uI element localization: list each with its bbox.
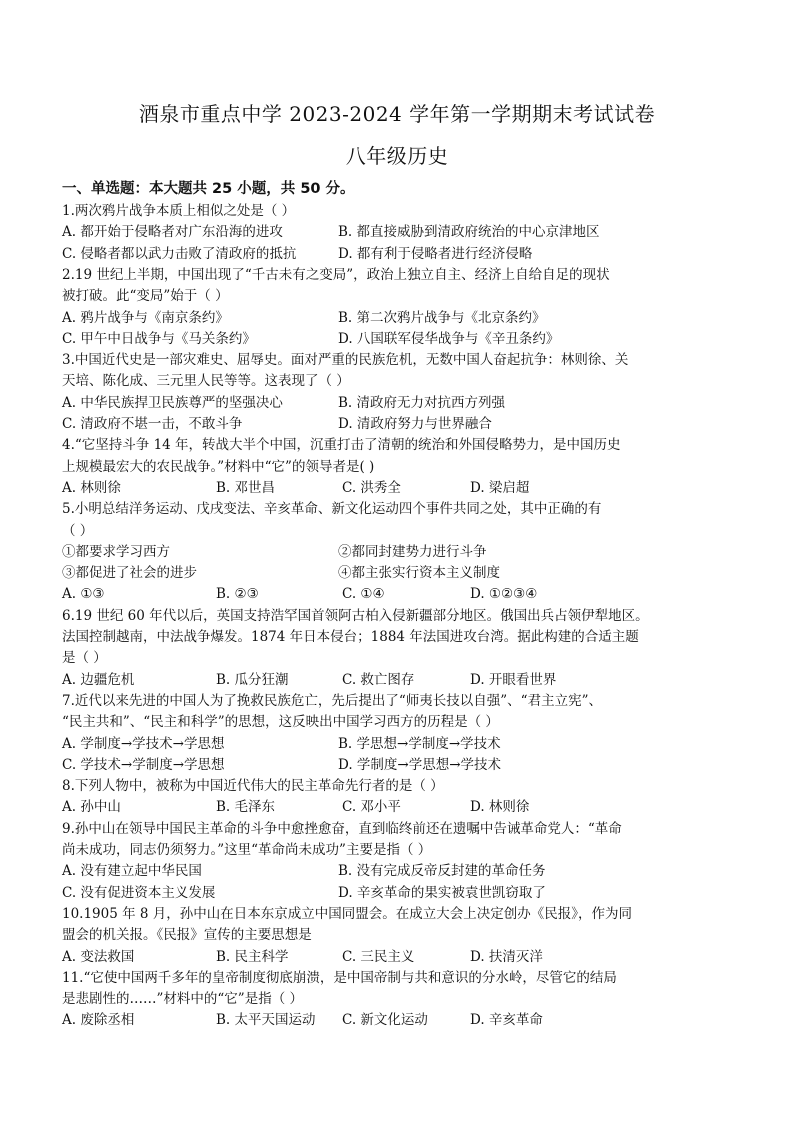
question-2-options-row (62, 329, 730, 350)
question-8-option: B. 毛泽东 (216, 799, 276, 816)
question-9-option: D. 辛亥革命的果实被袁世凯窃取了 (338, 884, 546, 901)
question-7-option: B. 学思想→学制度→学技术 (338, 735, 501, 752)
question-1-option: C. 侵略者都以武力击败了清政府的抵抗 (62, 245, 297, 262)
question-5-option: ③都促进了社会的进步 (62, 565, 197, 582)
question-11-option: B. 太平天国运动 (216, 1012, 316, 1029)
question-1-option: B. 都直接威胁到清政府统治的中心京津地区 (338, 224, 600, 241)
question-3-stem-line: 天培、陈化成、三元里人民等等。这表现了（ ） (62, 373, 350, 390)
question-4-stem-line: 4.“它坚持斗争 14 年，转战大半个中国，沉重打击了清朝的统治和外国侵略势力，是中国历史 (62, 437, 621, 454)
exam-subtitle: 八年级历史 (345, 144, 449, 168)
question-1-option: A. 都开始于侵略者对广东沿海的进攻 (62, 224, 283, 241)
question-10-option: A. 变法救国 (62, 948, 135, 965)
question-10-options-row (62, 947, 730, 968)
question-4-option: D. 梁启超 (470, 479, 530, 496)
question-11-option: A. 废除丞相 (62, 1012, 135, 1029)
question-6-option: B. 瓜分狂潮 (216, 671, 289, 688)
question-8-option: A. 孙中山 (62, 799, 121, 816)
question-10-option: C. 三民主义 (342, 948, 415, 965)
question-8-option: C. 邓小平 (342, 799, 401, 816)
question-7-option: A. 学制度→学技术→学思想 (62, 735, 225, 752)
question-9-options-row (62, 861, 730, 882)
question-4-options-row (62, 478, 730, 499)
question-4-option: A. 林则徐 (62, 479, 121, 496)
question-2-option: B. 第二次鸦片战争与《北京条约》 (338, 309, 546, 326)
question-3-option: D. 清政府努力与世界融合 (338, 416, 492, 432)
question-11-option: C. 新文化运动 (342, 1012, 428, 1029)
question-4-option: C. 洪秀全 (342, 479, 401, 496)
question-5-option: A. ①③ (62, 586, 105, 603)
question-3-option: A. 中华民族捍卫民族尊严的坚强决心 (62, 394, 283, 411)
question-5-options-row (62, 563, 730, 584)
question-6-options-row (62, 670, 730, 691)
question-2-option: D. 八国联军侵华战争与《辛丑条约》 (338, 330, 560, 347)
question-6-option: D. 开眼看世界 (470, 671, 557, 688)
section-heading: 一、单选题：本大题共 25 小题，共 50 分。 (62, 181, 355, 197)
question-7-options-row (62, 734, 730, 755)
question-7-option: C. 学技术→学制度→学思想 (62, 756, 225, 773)
question-6-stem-line: 6.19 世纪 60 年代以后，英国支持浩罕国首领阿古柏入侵新疆部分地区。俄国出兵占领伊犁地区。 (62, 607, 649, 624)
question-9-option: B. 没有完成反帝反封建的革命任务 (338, 863, 546, 880)
question-8-option: D. 林则徐 (470, 799, 530, 816)
question-5-option: B. ②③ (216, 586, 259, 603)
question-5-stem-line: （ ） (62, 522, 94, 539)
question-1-options-row (62, 244, 730, 265)
question-6-option: C. 救亡图存 (342, 671, 415, 688)
question-2-stem-line: 被打破。此“变局”始于（ ） (62, 288, 229, 305)
question-2-stem-line: 2.19 世纪上半期，中国出现了“千古未有之变局”，政治上独立自主、经济上自给自足的现状 (62, 266, 610, 283)
question-6-option: A. 边疆危机 (62, 671, 135, 688)
question-7-options-row (62, 755, 730, 776)
question-5-option: ②都同封建势力进行斗争 (338, 543, 487, 560)
question-7-stem-line: 7.近代以来先进的中国人为了挽救民族危亡，先后提出了“师夷长技以自强”、“君主立宪”、 (62, 692, 602, 709)
question-5-options-row (62, 584, 730, 605)
question-4-option: B. 邓世昌 (216, 479, 276, 496)
question-10-stem-line: 盟会的机关报。《民报》宣传的主要思想是 (62, 927, 312, 944)
question-6-stem-line: 是（ ） (62, 650, 107, 667)
question-1-stem-line: 1.两次鸦片战争本质上相似之处是（ ） (62, 203, 296, 219)
question-11-stem-line: 11.“它使中国两千多年的皇帝制度彻底崩溃，是中国帝制与共和意识的分水岭，尽管它的结局 (62, 969, 617, 986)
question-1-options-row (62, 222, 730, 243)
question-5-stem-line: 5.小明总结洋务运动、戊戌变法、辛亥革命、新文化运动四个事件共同之处，其中正确的有 (62, 501, 602, 518)
question-7-stem-line: “民主共和”、“民主和科学”的思想，这反映出中国学习西方的历程是（ ） (62, 714, 499, 731)
question-6-stem-line: 法国控制越南，中法战争爆发。1874 年日本侵台；1884 年法国进攻台湾。据此构建的合适主题 (62, 629, 639, 645)
question-2-options-row (62, 308, 730, 329)
question-8-stem-line: 8.下列人物中，被称为中国近代伟大的民主革命先行者的是（ ） (62, 778, 444, 795)
question-10-stem-line: 10.1905 年 8 月，孙中山在日本东京成立中国同盟会。在成立大会上决定创办《民报》，作为同 (62, 905, 633, 922)
question-3-options-row (62, 414, 730, 435)
question-11-stem-line: 是悲剧性的……”材料中的“它”是指（ ） (62, 991, 303, 1008)
question-11-option: D. 辛亥革命 (470, 1012, 543, 1029)
question-5-options-row (62, 542, 730, 563)
question-9-options-row (62, 883, 730, 904)
question-4-stem-line: 上规模最宏大的农民战争。”材料中“它”的领导者是( ) (62, 458, 375, 475)
question-7-option: D. 学制度→学思想→学技术 (338, 756, 502, 773)
question-5-option: D. ①②③④ (470, 586, 538, 603)
question-1-option: D. 都有利于侵略者进行经济侵略 (338, 245, 533, 262)
question-9-stem-line: 尚未成功，同志仍须努力。”这里“革命尚未成功”主要是指（ ） (62, 842, 432, 858)
question-3-options-row (62, 393, 730, 414)
question-9-stem-line: 9.孙中山在领导中国民主革命的斗争中愈挫愈奋，直到临终前还在遗嘱中告诫革命党人：“革命 (62, 820, 622, 837)
question-3-stem-line: 3.中国近代史是一部灾难史、屈辱史。面对严重的民族危机，无数中国人奋起抗争：林则徐、关 (62, 352, 629, 369)
question-2-option: A. 鸦片战争与《南京条约》 (62, 309, 229, 326)
question-10-option: B. 民主科学 (216, 948, 289, 965)
question-8-options-row (62, 797, 730, 818)
question-3-option: B. 清政府无力对抗西方列强 (338, 394, 506, 411)
exam-title: 酒泉市重点中学 2023-2024 学年第一学期期末考试试卷 (138, 102, 656, 126)
question-5-option: ①都要求学习西方 (62, 543, 170, 560)
question-3-option: C. 清政府不堪一击，不敢斗争 (62, 416, 243, 432)
question-2-option: C. 甲午中日战争与《马关条约》 (62, 330, 256, 347)
question-9-option: A. 没有建立起中华民国 (62, 863, 202, 880)
question-5-option: C. ①④ (342, 586, 385, 603)
question-11-options-row (62, 1010, 730, 1031)
question-9-option: C. 没有促进资本主义发展 (62, 884, 216, 901)
question-5-option: ④都主张实行资本主义制度 (338, 565, 500, 582)
question-10-option: D. 扶清灭洋 (470, 948, 543, 965)
